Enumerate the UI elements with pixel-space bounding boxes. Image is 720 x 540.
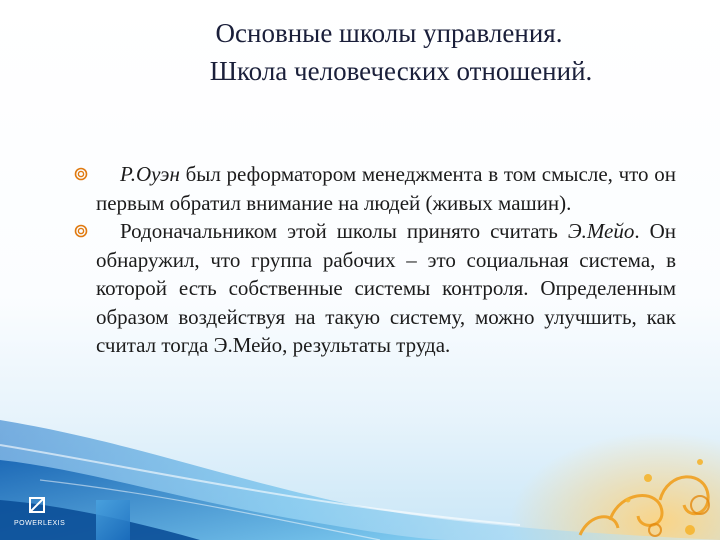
logo-text: POWERLEXIS [14,520,66,527]
title-line-1: Основные школы управления. [215,18,563,48]
paragraph-text: . Он обнаружил, что группа рабочих – это социальная система, в которой есть собственные системы контроля. Определенным образом воздействуя на такую систему, можно улучшить, как считал тогда Э.Мейо, результаты труда. [96,219,677,357]
bullet-paragraph-2 [96,217,676,360]
person-name: Р.Оуэн [120,162,180,186]
bullet-ring-icon [74,167,88,181]
paragraph-lead: Родоначальником этой школы принято считать [120,219,568,243]
bullet-ring-icon [74,224,88,238]
slide-body [96,160,676,360]
paragraph-text: был реформатором менеджмента в том смысле, что он первым обратил внимание на людей (живых машин). [96,162,676,215]
logo-icon [12,494,72,534]
slide-title [0,14,720,90]
person-name: Э.Мейо [567,219,635,243]
decorative-square [96,500,130,540]
title-line-2: Школа человеческих отношений. [209,56,593,86]
bullet-paragraph-1 [96,160,676,217]
